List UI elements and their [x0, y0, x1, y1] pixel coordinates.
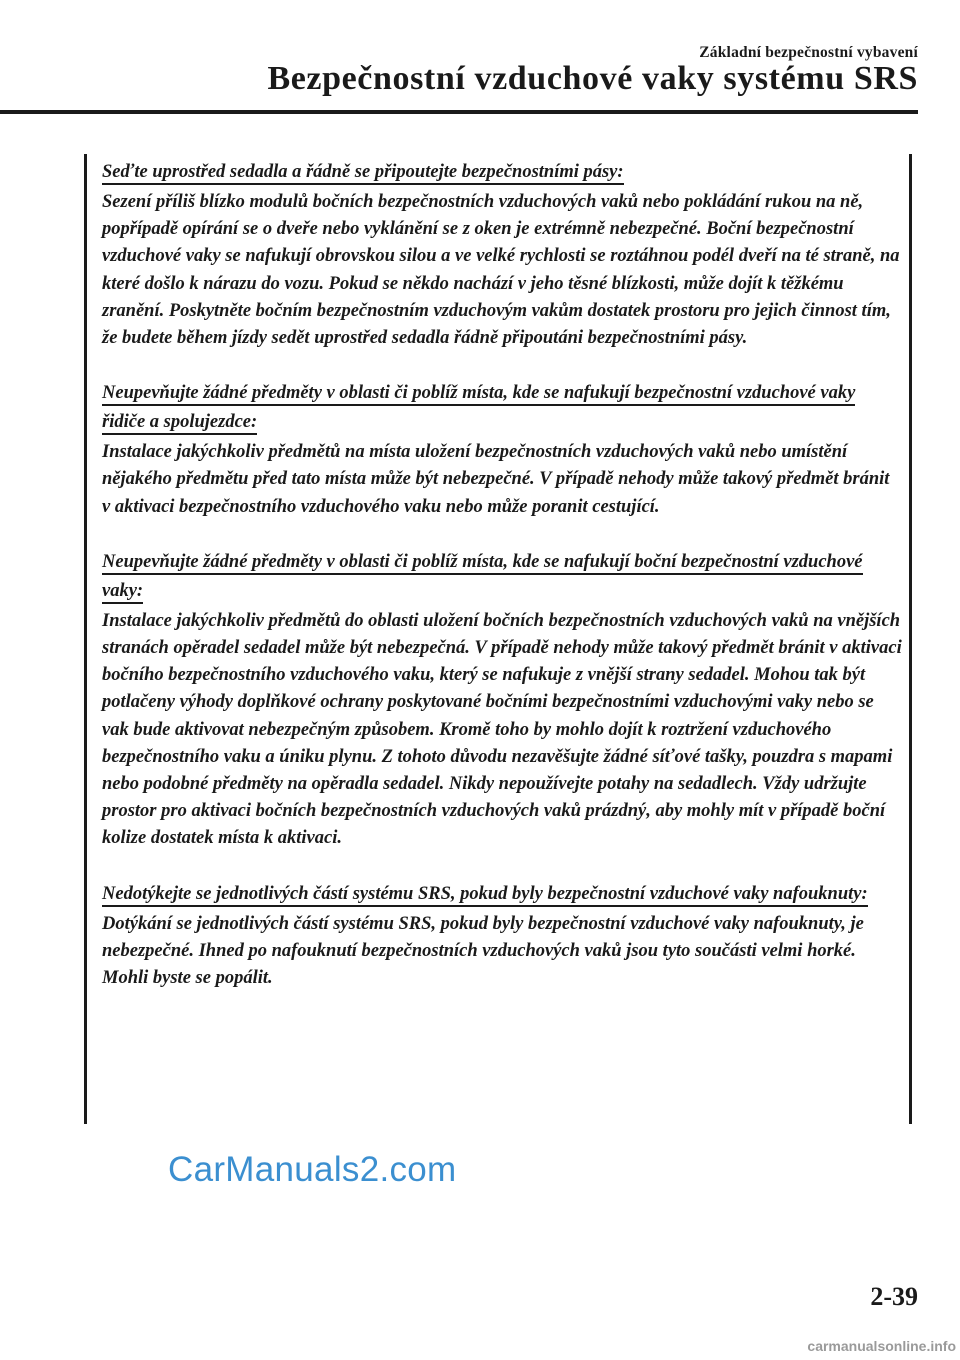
warning-item [102, 379, 902, 521]
warning-heading: Neupevňujte žádné předměty v oblasti či poblíž místa, kde se nafukují boční bezpečnostní vzduchové vaky: [102, 552, 863, 604]
footer-watermark: carmanualsonline.info [807, 1338, 956, 1354]
warning-item [102, 548, 902, 853]
warning-heading: Nedotýkejte se jednotlivých částí systému SRS, pokud byly bezpečnostní vzduchové vaky nafouknuty: [102, 884, 868, 907]
warning-body: Sezení příliš blízko modulů bočních bezpečnostních vzduchových vaků nebo pokládání rukou na ně, popřípadě opírání se o dveře nebo vyklánění se z oken je extrémně nebezpečné. Boční bezpečnostní vzduchové vaky se nafukují obrovskou silou a ve velké rychlosti se roztáhnou podél dveří na té straně, na které došlo k nárazu do vozu. Pokud se někdo nachází v jeho těsné blízkosti, může dojít k těžkému zranění. Poskytněte bočním bezpečnostním vzduchovým vakům dostatek prostoru pro jejich činnost tím, že budete během jízdy sedět uprostřed sedadla řádně připoutáni bezpečnostními pásy. [102, 192, 900, 349]
warning-content [102, 158, 902, 1019]
page-number: 2-39 [870, 1282, 918, 1311]
warning-heading: Neupevňujte žádné předměty v oblasti či poblíž místa, kde se nafukují bezpečnostní vzduchové vaky řidiče a spolujezdce: [102, 383, 855, 435]
warning-item [102, 880, 902, 993]
warning-body: Instalace jakýchkoliv předmětů na místa uložení bezpečnostních vzduchových vaků nebo umístění nějakého předmětu před tato místa může být nebezpečné. V případě nehody může takový předmět bránit v aktivaci bezpečnostního vzduchového vaku nebo může poranit cestující. [102, 442, 890, 517]
warning-body: Dotýkání se jednotlivých částí systému SRS, pokud byly bezpečnostní vzduchové vaky nafouknuty, je nebezpečné. Ihned po nafouknutí bezpečnostních vzduchových vaků jsou tyto součásti velmi horké. Mohli byste se popálit. [102, 913, 864, 989]
chapter-title: Bezpečnostní vzduchové vaky systému SRS [267, 60, 918, 97]
watermark-logo[interactable]: CarManuals2.com [168, 1150, 457, 1189]
section-label: Základní bezpečnostní vybavení [699, 44, 918, 61]
warning-body: Instalace jakýchkoliv předmětů do oblasti uložení bočních bezpečnostních vzduchových vaků na vnějších stranách opěradel sedadel může být nebezpečná. V případě nehody může takový předmět bránit v aktivaci bočního bezpečnostního vzduchového vaku, který se nafukuje z vnější strany sedadel. Mohou tak být potlačeny výhody doplňkové ochrany poskytované bočními bezpečnostními vzduchovými vaky nebo se vak bude aktivovat nebezpečným způsobem. Kromě toho by mohlo dojít k roztržení vzduchového bezpečnostního vaku a úniku plynu. Z tohoto důvodu nezavěšujte žádné síťové tašky, pouzdra s mapami nebo podobné předměty na opěradla sedadel. Nikdy nepoužívejte potahy na sedadlech. Vždy udržujte prostor pro aktivaci bočních bezpečnostních vzduchových vaků prázdný, aby mohly mít v případě boční kolize dostatek místa k aktivaci. [102, 610, 902, 849]
warning-item [102, 158, 902, 352]
warning-heading: Seďte uprostřed sedadla a řádně se připoutejte bezpečnostními pásy: [102, 162, 624, 185]
header-rule [0, 110, 918, 114]
